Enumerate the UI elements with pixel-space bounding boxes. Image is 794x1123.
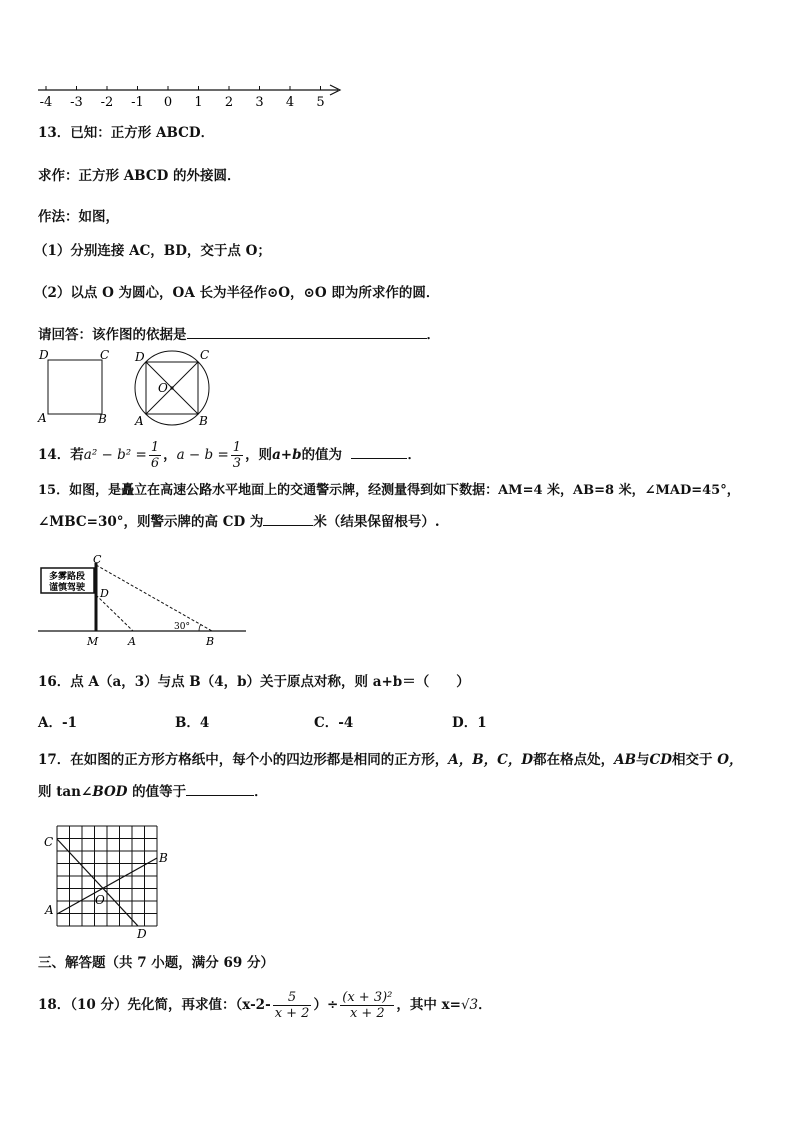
q17-line2: 则 tan∠BOD 的值等于 ． (38, 784, 268, 800)
section-3-title: 三、解答题（共 7 小题，满分 69 分） (38, 955, 274, 971)
q17-label-B: B (159, 851, 168, 865)
q17-label-C: C (44, 835, 54, 849)
q16-stem: 16．点 A（a，3）与点 B（4，b）关于原点对称，则 a+b＝（ ） (38, 674, 470, 690)
q13-label2-D: D (135, 350, 145, 364)
q15-label-A: A (128, 635, 136, 648)
q15-label-D: D (100, 587, 109, 600)
number-line-label: 5 (316, 95, 325, 110)
q13-figure (36, 346, 226, 430)
q17-grid-figure (40, 820, 180, 942)
q16-option-a[interactable]: A．-1 (38, 715, 77, 731)
number-line (36, 82, 346, 112)
q13-step1: （1）分别连接 AC，BD，交于点 O； (34, 243, 271, 259)
q15-label-M: M (87, 635, 99, 648)
number-line-label: 0 (163, 95, 173, 110)
q18: 18．（10 分）先化简，再求值：（x-2- $\frac{5}{x + 2}$ ）÷ $\frac{\text{(x + 3)²}}{x + 2}$ ，其中 x=√3． (38, 990, 492, 1021)
q15-label-B: B (206, 635, 215, 648)
q13-ask: 请回答：该作图的依据是 ． (38, 327, 440, 343)
q13-label2-B: B (199, 414, 208, 428)
q13-label-C: C (100, 348, 110, 362)
answer-blank[interactable] (187, 325, 427, 339)
number-line-label: -4 (39, 95, 53, 110)
q17-label-O: O (95, 893, 105, 907)
answer-blank[interactable] (186, 782, 254, 796)
q15-figure (36, 553, 251, 650)
q16-option-b[interactable]: B．4 (175, 715, 210, 731)
q17-label-A: A (45, 903, 54, 917)
q13-task: 求作：正方形 ABCD 的外接圆． (38, 168, 241, 184)
number-line-label: 2 (224, 95, 234, 110)
sign-text-1: 多雾路段 (48, 572, 86, 582)
q13-step2: （2）以点 O 为圆心，OA 长为半径作⊙O，⊙O 即为所求作的圆． (34, 285, 440, 301)
sign-text-2: 谨慎驾驶 (48, 583, 86, 593)
number-line-label: 1 (194, 95, 203, 110)
q16-option-d[interactable]: D．1 (452, 715, 487, 731)
q16-option-c[interactable]: C．-4 (314, 715, 354, 731)
q14: 14．若a² − b² = $\frac{1}{6}$ ，a − b = $\frac{1}{3}$ ，则a+b的值为 ． (38, 440, 421, 471)
q15-label-C: C (93, 553, 102, 566)
number-line-label: -2 (100, 95, 114, 110)
q15-line1: 15．如图，是矗立在高速公路水平地面上的交通警示牌，经测量得到如下数据：AM=4 米，AB=8 米，∠MAD=45°， (38, 483, 740, 498)
q17-label-D: D (137, 927, 147, 941)
q13-known: 13．已知：正方形 ABCD． (38, 125, 215, 141)
q15-line2: ∠MBC=30°，则警示牌的高 CD 为 米（结果保留根号）. (38, 514, 440, 530)
q13-label2-C: C (200, 348, 210, 362)
answer-blank[interactable] (263, 512, 313, 526)
number-line-label: 3 (255, 95, 264, 110)
q13-label2-O: O (158, 381, 168, 395)
number-line-label: -1 (131, 95, 144, 110)
number-line-label: -3 (70, 95, 83, 110)
q13-label-A: A (38, 411, 47, 425)
q15-angle: 30° (174, 622, 190, 632)
q17-line1: 17．在如图的正方形方格纸中，每个小的四边形都是相同的正方形，A，B，C，D都在格点处，AB与CD相交于 O， (38, 752, 743, 768)
q13-label2-A: A (135, 414, 144, 428)
number-line-label: 4 (285, 95, 295, 110)
q13-label-B: B (98, 412, 107, 426)
q13-method: 作法：如图， (38, 209, 119, 225)
q13-label-D: D (39, 348, 49, 362)
answer-blank[interactable] (351, 445, 407, 459)
